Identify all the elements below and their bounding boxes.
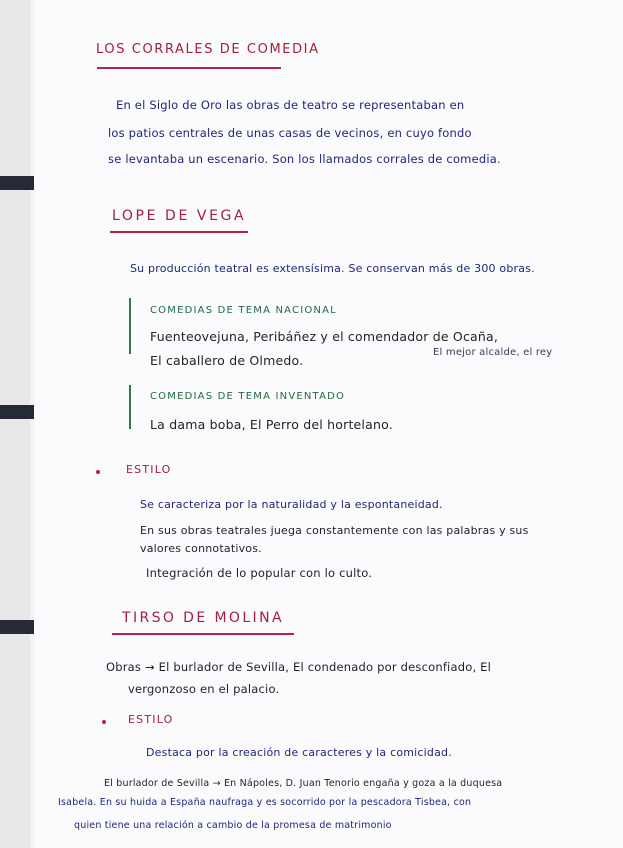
burlador-line-3: quien tiene una relación a cambio de la promesa de matrimonio (74, 820, 392, 831)
bullet (102, 720, 106, 724)
tema-nacional-label: COMEDIAS DE TEMA NACIONAL (150, 305, 337, 316)
scanner-margin (0, 0, 30, 848)
group-bracket (129, 385, 131, 429)
tema-nacional-note: El mejor alcalde, el rey (433, 347, 553, 358)
scan-shadow-mark (0, 405, 38, 419)
title-underline (110, 231, 248, 233)
lope-estilo-line-4: Integración de lo popular con lo culto. (146, 566, 373, 580)
corrales-line-3: se levantaba un escenario. Son los llamados corrales de comedia. (108, 152, 501, 166)
corrales-line-2: los patios centrales de unas casas de vecinos, en cuyo fondo (108, 126, 472, 140)
tirso-obras-line-1: Obras → El burlador de Sevilla, El condenado por desconfiado, El (106, 660, 492, 674)
tema-inventado-line-1: La dama boba, El Perro del hortelano. (150, 417, 393, 432)
lope-estilo-line-3: valores connotativos. (140, 542, 262, 555)
tema-nacional-line-1: Fuenteovejuna, Peribáñez y el comendador de Ocaña, (150, 329, 499, 344)
tirso-estilo-line: Destaca por la creación de caracteres y la comicidad. (146, 746, 452, 759)
section-title-tirso: TIRSO DE MOLINA (122, 610, 284, 626)
scan-shadow-mark (0, 620, 38, 634)
lope-estilo-line-1: Se caracteriza por la naturalidad y la espontaneidad. (140, 498, 443, 511)
group-bracket (129, 298, 131, 354)
tema-inventado-label: COMEDIAS DE TEMA INVENTADO (150, 391, 346, 402)
burlador-line-2: Isabela. En su huida a España naufraga y es socorrido por la pescadora Tisbea, con (58, 797, 472, 808)
tirso-obras-line-2: vergonzoso en el palacio. (128, 682, 280, 696)
burlador-line-1: El burlador de Sevilla → En Nápoles, D. Juan Tenorio engaña y goza a la duquesa (104, 778, 503, 789)
tema-nacional-line-2: El caballero de Olmedo. (150, 353, 304, 368)
lope-estilo-line-2: En sus obras teatrales juega constantemente con las palabras y sus (140, 524, 529, 537)
scan-shadow-mark (0, 176, 38, 190)
bullet (96, 470, 100, 474)
title-underline (97, 67, 281, 69)
section-title-lope: LOPE DE VEGA (112, 208, 247, 224)
title-underline (112, 633, 294, 635)
lope-intro: Su producción teatral es extensísima. Se conservan más de 300 obras. (130, 262, 535, 275)
tirso-estilo-label: ESTILO (128, 713, 174, 726)
lope-estilo-label: ESTILO (126, 463, 172, 476)
section-title-corrales: LOS CORRALES DE COMEDIA (96, 42, 320, 57)
corrales-line-1: En el Siglo de Oro las obras de teatro se representaban en (116, 98, 465, 112)
